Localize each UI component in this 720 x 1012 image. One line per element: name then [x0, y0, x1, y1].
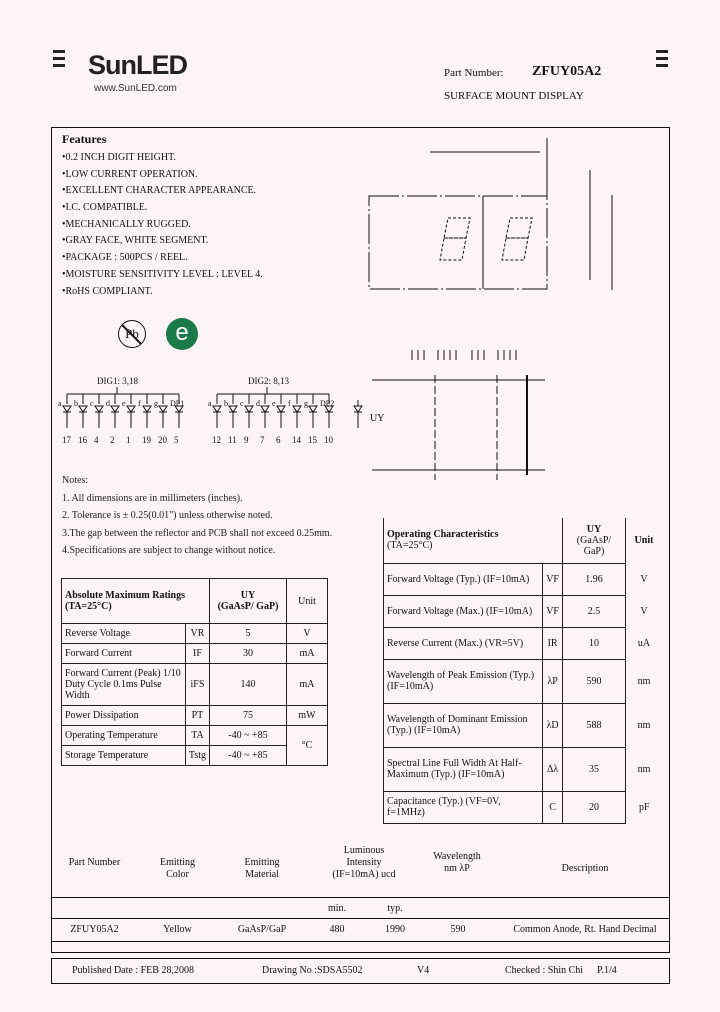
- operating-characteristics-table: [383, 518, 663, 824]
- color-code: UY: [370, 413, 385, 424]
- pin-number: 4: [94, 435, 99, 445]
- feature-item: •EXCELLENT CHARACTER APPEARANCE.: [62, 185, 257, 197]
- diode-icon: [63, 406, 71, 412]
- segment-label: e: [122, 399, 126, 408]
- cell-sym: VF: [543, 595, 563, 627]
- diode-icon: [159, 406, 167, 412]
- divider: [51, 941, 669, 942]
- pin-number: 11: [228, 435, 237, 445]
- features-title: Features: [62, 132, 107, 146]
- cell-param: Spectral Line Full Width At Half-Maximum (Typ.) (IF=10mA): [384, 747, 543, 791]
- hdr-color: Emitting Color: [160, 857, 195, 880]
- cell-val: 35: [563, 747, 626, 791]
- cell-sym: iFS: [185, 664, 209, 706]
- cell-unit: mA: [287, 664, 328, 706]
- segment-label: g: [154, 399, 158, 408]
- cell-sym: VF: [543, 563, 563, 595]
- pin-number: 1: [126, 435, 131, 445]
- segment-label: b: [224, 399, 228, 408]
- footer: [51, 958, 670, 984]
- cell-val: 590: [563, 659, 626, 703]
- note-item: 1. All dimensions are in millimeters (inches).: [62, 492, 243, 504]
- table-row: [384, 747, 663, 791]
- diode-icon: [261, 406, 269, 412]
- cell-val: 2.5: [563, 595, 626, 627]
- cell-val: 1.96: [563, 563, 626, 595]
- row-min: 480: [329, 924, 345, 935]
- notes-title: Notes:: [62, 475, 89, 486]
- col-material: (GaAsP/ GaP): [576, 534, 612, 557]
- feature-item: •PACKAGE : 500PCS / REEL.: [62, 252, 188, 264]
- cell-unit: mA: [287, 644, 328, 664]
- pin-number: 14: [292, 435, 301, 445]
- circuit-diagram: [55, 372, 395, 452]
- cell-sym: IF: [185, 644, 209, 664]
- cell-sym: TA: [185, 726, 209, 746]
- part-number: ZFUY05A2: [532, 64, 602, 79]
- cell-unit: °C: [287, 726, 328, 766]
- diode-icon: [213, 406, 221, 412]
- cell-sym: Δλ: [543, 747, 563, 791]
- segment-label: c: [240, 399, 244, 408]
- hdr-min: min.: [327, 903, 347, 914]
- segment-label: d: [256, 399, 260, 408]
- table-row: [384, 703, 663, 747]
- feature-item: •MECHANICALLY RUGGED.: [62, 218, 191, 230]
- drawing-number: Drawing No :SDSA5502: [262, 965, 363, 976]
- cell-unit: V: [287, 624, 328, 644]
- row-typ: 1990: [385, 924, 405, 935]
- table-row: [384, 791, 663, 823]
- diode-icon: [229, 406, 237, 412]
- cell-val: -40 ~ +85: [210, 746, 287, 766]
- feature-item: •MOISTURE SENSITIVITY LEVEL : LEVEL 4.: [62, 268, 263, 280]
- environment-e-icon: e: [166, 318, 198, 350]
- cell-unit: pF: [638, 801, 650, 813]
- diode-legend-icon: [354, 400, 362, 428]
- pin-number: 20: [158, 435, 167, 445]
- abs-max-cond: (TA=25°C): [65, 601, 112, 612]
- cell-sym: Tstg: [185, 746, 209, 766]
- absolute-max-ratings-table: [61, 578, 328, 766]
- pin-number: 17: [62, 435, 71, 445]
- checked-by: Checked : Shin Chi: [505, 965, 584, 976]
- pin-number: 9: [244, 435, 249, 445]
- notes: [62, 472, 332, 560]
- pin-number: 15: [308, 435, 317, 445]
- diode-icon: [277, 406, 285, 412]
- op-title: Operating Characteristics: [387, 529, 499, 541]
- cell-unit: nm: [637, 675, 651, 687]
- segment-label: DP2: [320, 399, 335, 408]
- diode-icon: [127, 406, 135, 412]
- pin-number: 2: [110, 435, 115, 445]
- segment-label: c: [90, 399, 94, 408]
- segment-label: d: [106, 399, 110, 408]
- cell-val: 5: [210, 624, 287, 644]
- note-item: 2. Tolerance is ± 0.25(0.01") unless otherwise noted.: [62, 510, 273, 521]
- hdr-description: Description: [561, 863, 609, 874]
- dig2-label: DIG2: 8,13: [248, 376, 289, 386]
- segment-label: e: [272, 399, 276, 408]
- table-row: [384, 563, 663, 595]
- cell-param: Wavelength of Dominant Emission (Typ.) (IF=10mA): [384, 703, 543, 747]
- feature-item: •I.C. COMPATIBLE.: [62, 202, 148, 214]
- hdr-wavelength: Wavelength nm λP: [433, 851, 481, 874]
- pin-number: 19: [142, 435, 151, 445]
- cell-unit: nm: [637, 719, 651, 731]
- dimension-drawing: [360, 120, 670, 510]
- cell-sym: λD: [543, 703, 563, 747]
- diode-icon: [95, 406, 103, 412]
- page-number: P.1/4: [597, 965, 617, 976]
- pin-number: 10: [324, 435, 333, 445]
- col-unit: Unit: [287, 579, 328, 624]
- cell-val: -40 ~ +85: [210, 726, 287, 746]
- cell-sym: PT: [185, 706, 209, 726]
- hdr-material: Emitting Material: [244, 857, 280, 880]
- table-row: [62, 624, 328, 644]
- divider: [51, 897, 669, 898]
- segment-label: f: [138, 399, 141, 408]
- col-uy: UY: [240, 590, 256, 601]
- diode-icon: [245, 406, 253, 412]
- cell-param: Forward Voltage (Typ.) (IF=10mA): [384, 563, 543, 595]
- cell-unit: V: [640, 573, 648, 585]
- note-item: 4.Specifications are subject to change without notice.: [62, 545, 276, 556]
- subtitle: SURFACE MOUNT DISPLAY: [444, 90, 584, 102]
- segment-label: b: [74, 399, 78, 408]
- cell-unit: uA: [637, 637, 651, 649]
- cell-sym: λP: [543, 659, 563, 703]
- diode-icon: [79, 406, 87, 412]
- row-color: Yellow: [163, 924, 192, 935]
- cell-param: Capacitance (Typ.) (VF=0V, f=1MHz): [384, 791, 543, 823]
- note-item: 3.The gap between the reflector and PCB shall not exceed 0.25mm.: [62, 527, 333, 539]
- col-unit: Unit: [634, 535, 654, 546]
- segment-label: DP1: [170, 399, 185, 408]
- table-row: [62, 644, 328, 664]
- feature-item: •RoHS COMPLIANT.: [62, 285, 153, 297]
- segment-label: a: [58, 399, 62, 408]
- table-row: [62, 706, 328, 726]
- cell-param: Forward Current: [62, 644, 186, 664]
- lead-free-icon: [118, 320, 146, 348]
- table-row: [62, 726, 328, 746]
- hdr-typ: typ.: [387, 903, 403, 914]
- cell-param: Operating Temperature: [62, 726, 186, 746]
- sunled-logo: SunLED: [88, 50, 187, 80]
- feature-item: •0.2 INCH DIGIT HEIGHT.: [62, 152, 176, 163]
- pin-number: 5: [174, 435, 179, 445]
- cell-sym: VR: [185, 624, 209, 644]
- cell-param: Forward Current (Peak) 1/10 Duty Cycle 0.1ms Pulse Width: [62, 664, 186, 706]
- cell-sym: IR: [543, 627, 563, 659]
- cell-sym: C: [543, 791, 563, 823]
- cell-unit: mW: [287, 706, 328, 726]
- pin-number: 6: [276, 435, 281, 445]
- version: V4: [417, 965, 430, 976]
- cell-param: Forward Voltage (Max.) (IF=10mA): [384, 595, 543, 627]
- cell-val: 10: [563, 627, 626, 659]
- published-date: Published Date : FEB 28,2008: [72, 965, 194, 976]
- col-material: (GaAsP/ GaP): [217, 601, 279, 612]
- cell-unit: nm: [637, 763, 651, 775]
- segment-label: a: [208, 399, 212, 408]
- op-cond: (TA=25°C): [387, 540, 433, 552]
- cell-val: 140: [210, 664, 287, 706]
- cell-val: 588: [563, 703, 626, 747]
- cell-val: 30: [210, 644, 287, 664]
- pin-number: 12: [212, 435, 221, 445]
- row-wavelength: 590: [450, 924, 466, 935]
- cell-param: Reverse Current (Max.) (VR=5V): [384, 627, 543, 659]
- cell-val: 75: [210, 706, 287, 726]
- abs-max-title: Absolute Maximum Ratings: [65, 590, 186, 601]
- diode-icon: [293, 406, 301, 412]
- feature-item: •GRAY FACE, WHITE SEGMENT.: [62, 235, 209, 247]
- pin-number: 16: [78, 435, 87, 445]
- cell-param: Storage Temperature: [62, 746, 186, 766]
- pb-text: Pb: [125, 326, 139, 341]
- dig1-label: DIG1: 3,18: [97, 376, 138, 386]
- col-uy: UY: [586, 523, 602, 535]
- cell-val: 20: [563, 791, 626, 823]
- segment-label: f: [288, 399, 291, 408]
- website-url: www.SunLED.com: [94, 83, 177, 94]
- segment-label: g: [304, 399, 308, 408]
- diode-icon: [309, 406, 317, 412]
- table-row: [62, 664, 328, 706]
- cell-unit: V: [640, 605, 648, 617]
- pin-number: 7: [260, 435, 265, 445]
- row-description: Common Anode, Rt. Hand Decimal: [513, 924, 657, 935]
- hdr-intensity: Luminous Intensity (IF=10mA) ucd: [332, 845, 396, 880]
- divider: [51, 918, 669, 919]
- table-row: [384, 659, 663, 703]
- table-row: [384, 627, 663, 659]
- feature-item: •LOW CURRENT OPERATION.: [62, 168, 198, 180]
- cell-param: Wavelength of Peak Emission (Typ.) (IF=10mA): [384, 659, 543, 703]
- cell-param: Power Dissipation: [62, 706, 186, 726]
- part-number-label: Part Number:: [444, 67, 504, 79]
- row-material: GaAsP/GaP: [237, 924, 287, 935]
- cell-param: Reverse Voltage: [62, 624, 186, 644]
- brand-mark-right: [656, 50, 668, 71]
- diode-icon: [111, 406, 119, 412]
- hdr-part: Part Number: [68, 857, 121, 868]
- table-row: [384, 595, 663, 627]
- brand-mark-left: [53, 50, 65, 71]
- diode-icon: [143, 406, 151, 412]
- row-part: ZFUY05A2: [70, 924, 119, 935]
- features-list: [62, 150, 263, 300]
